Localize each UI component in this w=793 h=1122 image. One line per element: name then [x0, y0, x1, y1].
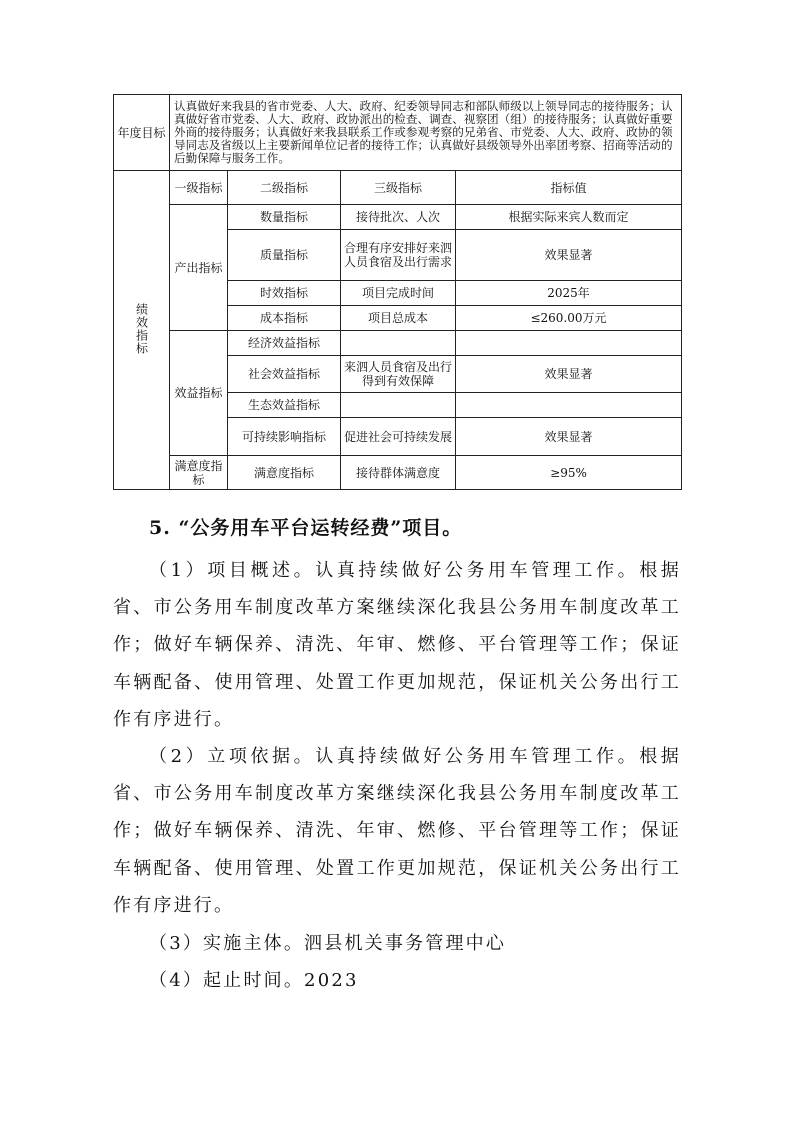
header-value: 指标值: [456, 171, 682, 205]
indicator-value: 效果显著: [456, 418, 682, 456]
benefit-label: 效益指标: [170, 331, 228, 456]
goal-text: 认真做好来我县的省市党委、人大、政府、纪委领导同志和部队师级以上领导同志的接待服务；认真做好省市党委、人大、政府、政协派出的检查、调查、视察团（组）的接待服务；认真做好重要外商的接待服务；认真做好来我县联系工作或参观考察的兄弟省、市党委、人大、政府、政协的领导同志及省级以上主要新闻单位记者的接待工作；认真做好县级领导外出率团考察、招商等活动的后勤保障与服务工作。: [170, 95, 682, 171]
second-indicator: 生态效益指标: [228, 393, 341, 418]
indicator-value: [456, 331, 682, 356]
third-indicator: 项目完成时间: [341, 281, 456, 306]
header-first: 一级指标: [170, 171, 228, 205]
third-indicator: 来泗人员食宿及出行得到有效保障: [341, 356, 456, 393]
paragraph-overview: （1）项目概述。认真持续做好公务用车管理工作。根据省、市公务用车制度改革方案继续深化我县公务用车制度改革工作；做好车辆保养、清洗、年审、燃修、平台管理等工作；保证车辆配备、使用管理、处置工作更加规范，保证机关公务出行工作有序进行。: [113, 560, 681, 730]
third-indicator: [341, 331, 456, 356]
performance-table: [113, 94, 682, 490]
perf-label: 绩效指标: [114, 171, 170, 490]
paragraph-period: （4）起止时间。2023: [149, 970, 359, 991]
third-indicator: 接待群体满意度: [341, 456, 456, 490]
section-heading: 5. “公务用车平台运转经费”项目。: [149, 517, 463, 539]
second-indicator: 成本指标: [228, 306, 341, 331]
header-row: [114, 171, 682, 205]
header-third: 三级指标: [341, 171, 456, 205]
output-label: 产出指标: [170, 205, 228, 331]
table-row: [114, 456, 682, 490]
satisfaction-label: 满意度指标: [170, 456, 228, 490]
indicator-value: 根据实际来宾人数而定: [456, 205, 682, 230]
header-second: 二级指标: [228, 171, 341, 205]
third-indicator: 促进社会可持续发展: [341, 418, 456, 456]
second-indicator: 时效指标: [228, 281, 341, 306]
table-row: [114, 205, 682, 230]
paragraph-implementer: （3）实施主体。泗县机关事务管理中心: [149, 933, 507, 954]
indicator-value: 2025年: [456, 281, 682, 306]
indicator-value: 效果显著: [456, 230, 682, 281]
second-indicator: 社会效益指标: [228, 356, 341, 393]
goal-row: [114, 95, 682, 171]
indicator-value: ≤260.00万元: [456, 306, 682, 331]
second-indicator: 满意度指标: [228, 456, 341, 490]
goal-label: 年度目标: [114, 95, 170, 171]
indicator-value: ≥95%: [456, 456, 682, 490]
second-indicator: 经济效益指标: [228, 331, 341, 356]
third-indicator: 接待批次、人次: [341, 205, 456, 230]
second-indicator: 质量指标: [228, 230, 341, 281]
paragraph-basis: （2）立项依据。认真持续做好公务用车管理工作。根据省、市公务用车制度改革方案继续深化我县公务用车制度改革工作；做好车辆保养、清洗、年审、燃修、平台管理等工作；保证车辆配备、使用管理、处置工作更加规范，保证机关公务出行工作有序进行。: [113, 746, 681, 916]
third-indicator: 合理有序安排好来泗人员食宿及出行需求: [341, 230, 456, 281]
table-row: [114, 331, 682, 356]
third-indicator: 项目总成本: [341, 306, 456, 331]
second-indicator: 可持续影响指标: [228, 418, 341, 456]
indicator-value: [456, 393, 682, 418]
third-indicator: [341, 393, 456, 418]
indicator-value: 效果显著: [456, 356, 682, 393]
second-indicator: 数量指标: [228, 205, 341, 230]
